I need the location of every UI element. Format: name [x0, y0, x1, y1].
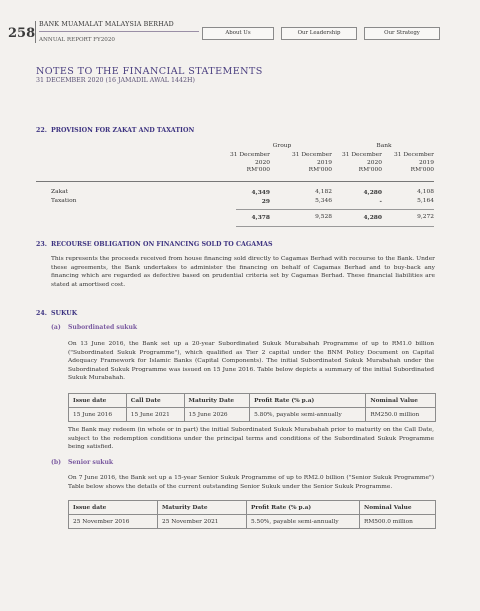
nav-our-strategy-button[interactable]: Our Strategy	[364, 27, 440, 40]
nav-our-leadership-button[interactable]: Our Leadership	[281, 27, 357, 40]
th-call-date: Call Date	[126, 394, 184, 408]
section-23-heading: RECOURSE OBLIGATION ON FINANCING SOLD TO CAGAMAS	[51, 241, 273, 248]
header-divider	[35, 21, 36, 43]
section-24-number: 24.	[36, 310, 47, 317]
subordinated-sukuk-table	[68, 393, 436, 422]
report-name: ANNUAL REPORT FY2020	[39, 37, 115, 43]
zakat-bank-2020: 4,280	[363, 189, 382, 196]
table-header-rule	[36, 181, 434, 182]
td-maturity-date: 15 June 2026	[184, 408, 250, 422]
row-taxation-label: Taxation	[51, 198, 77, 204]
row-zakat-label: Zakat	[51, 189, 69, 195]
bank-name: BANK MUAMALAT MALAYSIA BERHAD	[39, 21, 174, 28]
sub-b-title: Senior sukuk	[68, 459, 114, 466]
tax-bank-2019: 5,164	[417, 198, 434, 204]
group-label: Group	[272, 143, 292, 149]
total-bank-2020: 4,280	[363, 214, 382, 221]
td-call-date: 15 June 2021	[126, 408, 184, 422]
section-22-number: 22.	[36, 127, 47, 134]
th-nominal-value: Nominal Value	[360, 501, 436, 515]
td-profit-rate: 5.50%, payable semi-annually	[247, 515, 360, 529]
total-group-2020: 4,378	[251, 214, 270, 221]
zakat-group-2019: 4,182	[315, 189, 332, 195]
col3-header: 31 December 2020 RM'000	[341, 152, 382, 174]
table-row	[69, 515, 436, 529]
section-23-number: 23.	[36, 241, 47, 248]
td-nominal-value: RM250.0 million	[366, 408, 436, 422]
table-row	[69, 408, 436, 422]
bank-name-underline	[39, 31, 199, 32]
tax-group-2020: 29	[261, 198, 270, 205]
sub-a-text2: The Bank may redeem (in whole or in part) the initial Subordinated Sukuk Murabahah prior to maturity on the Call Date, subject to the redemption conditions under the principal terms and conditions of the Subordinated Sukuk Programme being satisfied.	[68, 427, 434, 451]
td-maturity-date: 25 November 2021	[158, 515, 247, 529]
sub-a-title: Subordinated sukuk	[68, 324, 138, 331]
th-profit-rate: Profit Rate (% p.a)	[250, 394, 366, 408]
th-nominal-value: Nominal Value	[366, 394, 436, 408]
section-24-heading: SUKUK	[51, 310, 78, 317]
td-nominal-value: RM500.0 million	[360, 515, 436, 529]
th-issue-date: Issue date	[69, 394, 127, 408]
section-23-text: This represents the proceeds received from house financing sold directly to Cagamas Berhad with recourse to the Bank. Under these agreements, the Bank undertakes to administer the financing on behalf of Cagamas Berhad and to buy-back any financing which are regarded as defective based on prudential criteria set by Cagamas Berhad. These financial liabilities are stated at amortised cost.	[51, 256, 435, 288]
col1-header: 31 December 2020 RM'000	[229, 152, 270, 174]
sub-b-marker: (b)	[51, 459, 62, 466]
zakat-group-2020: 4,349	[251, 189, 270, 196]
total-bank-2019: 9,272	[417, 214, 434, 220]
td-issue-date: 25 November 2016	[69, 515, 158, 529]
senior-sukuk-table	[68, 500, 436, 529]
td-issue-date: 15 June 2016	[69, 408, 127, 422]
sub-a-text: On 13 June 2016, the Bank set up a 20-year Subordinated Sukuk Murabahah Programme of up to RM1.0 billion ("Subordinated Sukuk Programme"), which qualified as Tier 2 capital under the BNM Policy Document on Capital Adequacy Framework for Islamic Banks (Capital Components). The initial Subordinated Sukuk Murabahah under the Subordinated Sukuk Programme was issued on 15 June 2016. Table below depicts a summary of the initial Subordinated Sukuk Murabahah.	[68, 341, 434, 382]
tax-bank-2020: -	[379, 198, 382, 205]
th-profit-rate: Profit Rate (% p.a)	[247, 501, 360, 515]
td-profit-rate: 5.80%, payable semi-annually	[250, 408, 366, 422]
nav-about-us-button[interactable]: About Us	[202, 27, 274, 40]
zakat-bank-2019: 4,108	[417, 189, 434, 195]
page-number: 258	[8, 26, 36, 41]
col4-header: 31 December 2019 RM'000	[393, 152, 434, 174]
th-maturity-date: Maturity Date	[158, 501, 247, 515]
th-maturity-date: Maturity Date	[184, 394, 250, 408]
page-title: NOTES TO THE FINANCIAL STATEMENTS	[36, 66, 263, 77]
total-bottom-rule	[236, 226, 434, 227]
col2-header: 31 December 2019 RM'000	[291, 152, 332, 174]
sub-a-marker: (a)	[51, 324, 61, 331]
tax-group-2019: 5,346	[315, 198, 332, 204]
bank-label: Bank	[376, 143, 392, 149]
total-group-2019: 9,528	[315, 214, 332, 220]
total-top-rule	[236, 209, 434, 210]
section-22-heading: PROVISION FOR ZAKAT AND TAXATION	[51, 127, 195, 134]
th-issue-date: Issue date	[69, 501, 158, 515]
page-subtitle: 31 DECEMBER 2020 (16 JAMADIL AWAL 1442H)	[36, 77, 195, 84]
sub-b-text: On 7 June 2016, the Bank set up a 15-year Senior Sukuk Programme of up to RM2.0 billion ("Senior Sukuk Programme") Table below shows the details of the current outstanding Senior Sukuk under the Senior Sukuk Programme.	[68, 475, 434, 490]
